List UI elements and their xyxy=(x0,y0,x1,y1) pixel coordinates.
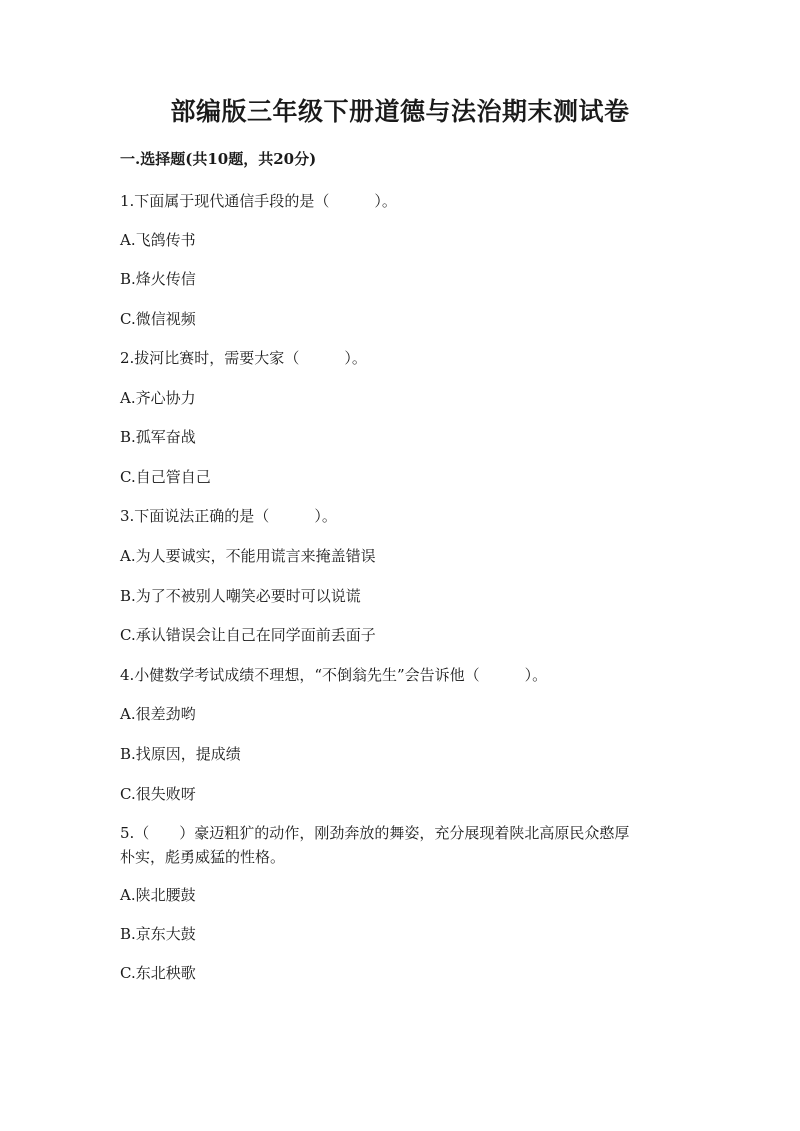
question-4-option-c: C.很失败呀 xyxy=(120,785,196,803)
question-5-option-a: A.陕北腰鼓 xyxy=(120,886,196,904)
question-1-option-b: B.烽火传信 xyxy=(120,270,196,288)
question-1-stem: 1.下面属于现代通信手段的是（ ）。 xyxy=(120,192,397,210)
page-title: 部编版三年级下册道德与法治期末测试卷 xyxy=(170,97,630,126)
question-5-option-c: C.东北秧歌 xyxy=(120,964,196,982)
question-1-option-c: C.微信视频 xyxy=(120,310,196,328)
question-2-option-b: B.孤军奋战 xyxy=(120,428,196,446)
question-3-stem: 3.下面说法正确的是（ ）。 xyxy=(120,507,337,525)
question-4-option-a: A.很差劲哟 xyxy=(120,705,196,723)
question-2-stem: 2.拔河比赛时，需要大家（ ）。 xyxy=(120,349,367,367)
question-1-option-a: A.飞鸽传书 xyxy=(120,231,196,249)
question-3-option-b: B.为了不被别人嘲笑必要时可以说谎 xyxy=(120,587,361,605)
question-4-stem: 4.小健数学考试成绩不理想，“不倒翁先生”会告诉他（ ）。 xyxy=(120,666,548,684)
question-2-option-a: A.齐心协力 xyxy=(120,389,196,407)
question-2-option-c: C.自己管自己 xyxy=(120,468,211,486)
question-3-option-a: A.为人要诚实，不能用谎言来掩盖错误 xyxy=(120,547,376,565)
question-5-option-b: B.京东大鼓 xyxy=(120,925,196,943)
question-5-stem-continued: 朴实，彪勇威猛的性格。 xyxy=(120,848,286,866)
section-heading: 一.选择题(共10题，共20分) xyxy=(120,150,317,168)
question-4-option-b: B.找原因，提成绩 xyxy=(120,745,241,763)
question-3-option-c: C.承认错误会让自己在同学面前丢面子 xyxy=(120,626,376,644)
question-5-stem: 5.（ ）豪迈粗犷的动作，刚劲奔放的舞姿，充分展现着陕北高原民众憨厚 xyxy=(120,824,630,842)
